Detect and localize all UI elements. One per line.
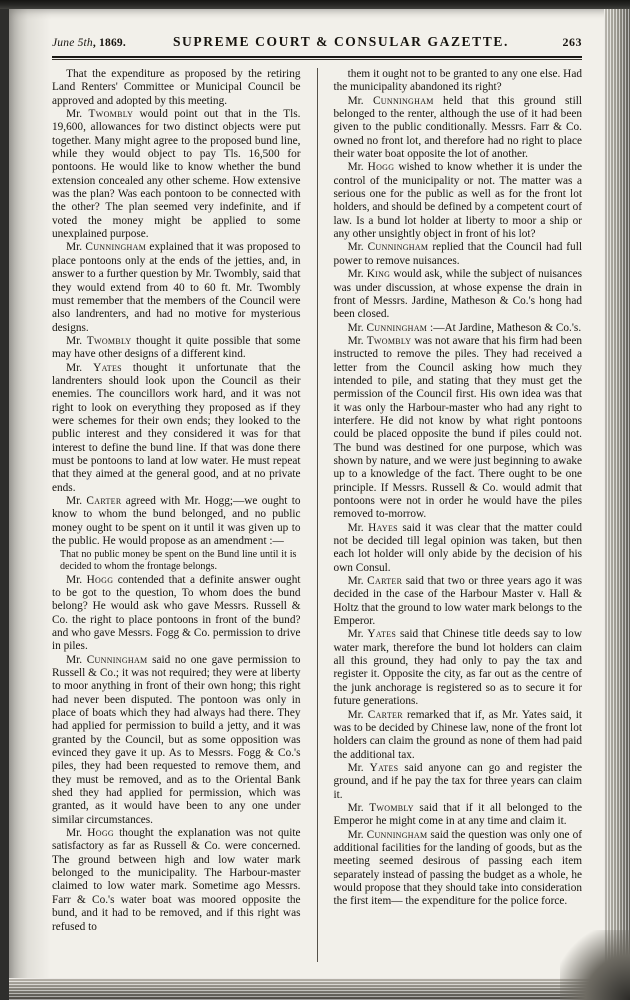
speech-paragraph: Mr. Cunningham said no one gave permission to Russell & Co.; it was not required; they were at liberty to moor anything in front of their own hong; this right had never been disputed. The pontoon was only in place of boats which they had always had there. They had applied for permission to build a jetty, and it was granted by the Council, but as some opposition was evinced they gave it up. As to Messrs. Fogg & Co.'s piles, they had been requested to remove them, and they must be removed, and as to the Oriental Bank shed they had applied for permission, which was granted, as it would have been to any one under similar circumstances. [52,653,301,826]
issue-date-day: June 5th [52,37,93,49]
body-paragraph: them it ought not to be granted to any one else. Had the municipality abandoned its right? [333,68,582,94]
speech-paragraph: Mr. Hogg contended that a definite answer ought to be got to the question, To whom does the bund belong? He would ask who gave Messrs. Russell & Co. the right to place pontoons in front of the bund? and who gave Messrs. Fogg & Co. permission to drive in piles. [52,573,301,653]
speaker-name: Hayes [368,521,398,534]
speaker-name: Yates [369,761,399,774]
header-rule [52,56,582,61]
speaker-name: Twombly [86,334,132,347]
resolution-quote: That no public money be spent on the Bund line until it is decided to whom the frontage belongs. [60,549,297,572]
speaker-name: Yates [367,628,397,641]
speech-paragraph: Mr. Twombly would point out that in the Tls. 19,600, allowances for two distinct objects were put together. Many might agree to the proposed bund line, while they would object to pay Tls. 16,500 for pontoons. He would like to know whether the bund extension concealed any other scheme. How extensive was the plan? Was each pontoon to be connected with the other? The plan seemed very indefinite, and if voted the money might be applied to some unexplained purpose. [52,108,301,241]
speech-paragraph: Mr. Hayes said it was clear that the matter could not be decided till legal opinion was taken, but then each lot holder will only abide by the decision of his own Consul. [333,521,582,574]
speaker-name: Hogg [87,827,114,840]
speech-paragraph: Mr. Carter remarked that if, as Mr. Yates said, it was to be decided by Chinese law, none of the front lot holders can claim the ground as none of them had paid the additional tax. [333,708,583,761]
speech-paragraph: Mr. Cunningham said the question was only one of additional facilities for the landing of goods, but as the meeting seemed desirous of passing each item separately instead of passing the budget as a whole, he would propose that they should take into consideration the first item— the expenditure for the police force. [333,828,582,908]
speaker-name: Carter [367,575,403,588]
scan-top-edge [0,0,630,9]
speaker-name: Yates [93,361,122,374]
body-paragraph: That the expenditure as proposed by the retiring Land Renters' Committee or Municipal Council be approved and adopted by this meeting. [52,68,301,107]
page-number: 263 [562,35,582,49]
speech-paragraph: Mr. Twombly said that if it all belonged to the Emperor he might come in at any time and claim it. [333,801,582,828]
columns [52,68,582,962]
column-left [52,68,311,962]
column-right [324,68,583,962]
speaker-name: Cunningham [85,241,147,254]
speaker-name: Carter [86,495,122,507]
speech-paragraph: Mr. Cunningham replied that the Council had full power to remove nuisances. [333,241,582,267]
speaker-name: Hogg [367,161,395,174]
speaker-name: Cunningham [366,828,428,841]
issue-date-year: , 1869. [92,37,126,49]
page-content [52,34,582,974]
speech-paragraph: Mr. Twombly thought it quite possible that some may have other designs of a different kind. [52,334,301,361]
speech-paragraph: Mr. Twombly was not aware that his firm had been instructed to remove the piles. They had received a letter from the Council asking how much they intended to pile, and stating that they must get the permission of the Council first. His own idea was that it was only the Harbour-master who had any right to interfere. He did not know by what right pontoons could be placed opposite the bund if piles could not. The bund was destined for one purpose, which was shown by nature, and we were just beginning to awake up to a knowledge of the fact. There ought to be one principle. If Messrs. Russell & Co. would admit that pontoons were not in order he would have the piles removed to-morrow. [333,334,582,521]
speech-paragraph: Mr. King would ask, while the subject of nuisances was under discussion, at whose expense the drain in front of Messrs. Jardine, Matheson & Co.'s hong had been closed. [333,268,582,321]
page-edge-right [604,9,630,992]
speaker-name: Cunningham [367,241,429,254]
speech-paragraph: Mr. Carter said that two or three years ago it was decided in the case of the Harbour Master v. Hall & Holtz that the ground to low water mark belongs to the Emperor. [333,575,582,628]
speech-paragraph: Mr. Cunningham explained that it was proposed to place pontoons only at the ends of the jetties, and, in answer to a further question by Mr. Twombly, said that they would extend from 40 to 60 ft. Mr. Twombly must remember that the members of the Council were also landrenters, and had no motive for mysterious designs. [52,241,301,334]
speech-paragraph: Mr. Yates said anyone can go and register the ground, and if he pay the tax for three years can claim it. [333,761,582,801]
speech-paragraph: Mr. Yates thought it unfortunate that the landrenters should look upon the Council as their enemies. The councillors work hard, and it was not right to look on everything they proposed as if they were schemes for their own ends; they looked to the public interest and they considered it was for that interest to define the bund line. If that was done there must be pontoons to land at low water. He must repeat that they aimed at the general good, and at no private ends. [52,361,301,494]
page-edge-bottom [9,978,630,1000]
speaker-name: King [366,268,391,281]
column-divider [317,68,318,962]
speech-paragraph: Mr. Cunningham :—At Jardine, Matheson & Co.'s. [347,321,582,334]
issue-date [52,37,126,49]
speaker-name: Cunningham [366,321,428,334]
speech-paragraph: Mr. Hogg thought the explanation was not quite satisfactory as far as Russell & Co. were concerned. The ground between high and low water mark belonged to the municipality. The Harbour-master claimed to low water mark. Sometime ago Messrs. Farr & Co.'s water boat was moored opposite the bund, and it had to be removed, and if this right was refused to [52,827,301,933]
speech-paragraph: Mr. Hogg wished to know whether it is under the control of the municipality or not. The matter was a serious one for the public as well as for the front lot holders, and should be defined by a competent court of law. Is a bund lot holder at liberty to moor a ship or any other unsightly object in front of his lot? [333,161,582,241]
speaker-name: Hogg [86,573,114,586]
speaker-name: Twombly [369,801,414,814]
speaker-name: Twombly [88,108,134,121]
speaker-name: Cunningham [372,94,434,107]
speaker-name: Carter [367,708,403,721]
speaker-name: Twombly [366,334,412,347]
speech-paragraph: Mr. Carter agreed with Mr. Hogg;—we ought to know to whom the bund belonged, and no public money ought to be spent on it until it was given up to the public. He would propose as an amendment :— [52,495,301,548]
running-head [52,34,582,52]
speech-paragraph: Mr. Cunningham held that this ground still belonged to the renter, although the use of it had been given to the public conditionally. Messrs. Farr & Co. owned no front lot, and therefore had no right to place their water boat opposite the lot of another. [333,94,582,161]
publication-title: SUPREME COURT & CONSULAR GAZETTE. [172,34,509,49]
speech-paragraph: Mr. Yates said that Chinese title deeds say to low water mark, therefore the bund lot holders can claim all this ground, they had only to pay the tax and register it. Opposite the city, as far out as the centre of the junk anchorage is registered so as to secure it for future generations. [333,628,582,708]
speaker-name: Cunningham [86,653,148,666]
